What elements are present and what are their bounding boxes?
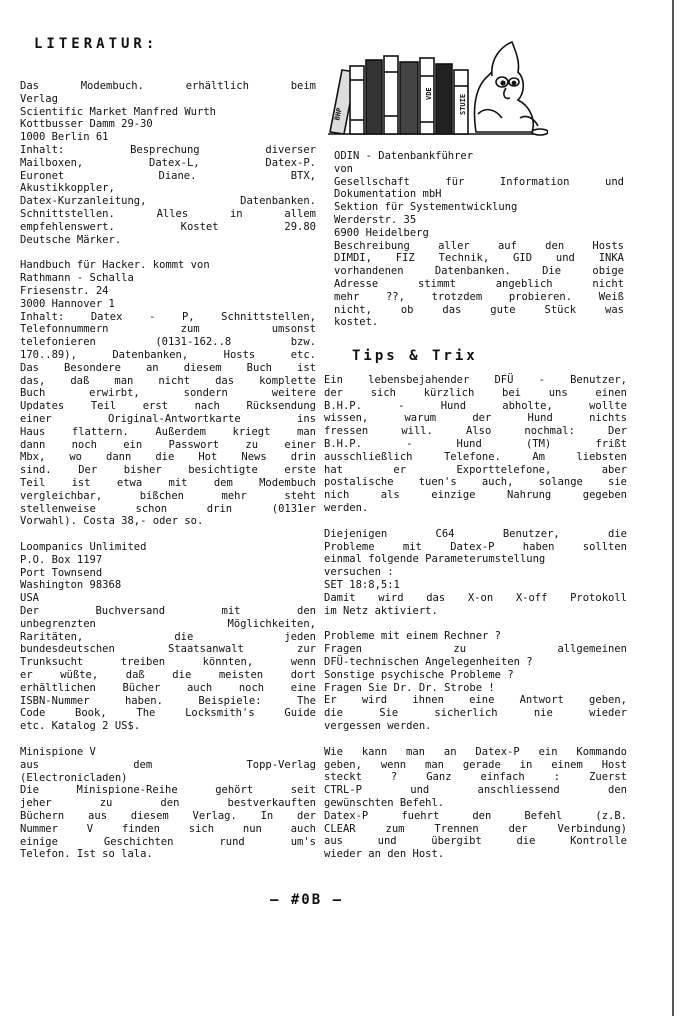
text-line: er wüßte, daß die meisten dort bbox=[20, 669, 316, 682]
right-column-bottom bbox=[324, 374, 627, 874]
text-line: ISBN-Nummer haben. Beispiele: The bbox=[20, 694, 316, 707]
text-line: einmal folgende Parameterumstellung bbox=[324, 553, 546, 566]
text-line: 6900 Heidelberg bbox=[334, 226, 429, 239]
text-line: Updates Teil erst nach Rücksendung bbox=[20, 400, 316, 413]
text-line: wissen, warum der Hund nichts bbox=[324, 412, 627, 425]
text-line: Inhalt: Datex - P, Schnittstellen, bbox=[20, 310, 316, 323]
text-line: einige Geschichten rund um's bbox=[20, 835, 316, 848]
text-line: Schnittstellen. Alles in allem bbox=[20, 207, 316, 220]
text-line: Er wird ihnen eine Antwort geben, bbox=[324, 694, 627, 707]
text-line: Loompanics Unlimited bbox=[20, 541, 147, 554]
text-line: 3000 Hannover 1 bbox=[20, 297, 115, 310]
right-column-top bbox=[334, 150, 624, 342]
text-line: Minispione V bbox=[20, 746, 96, 759]
text-line: Wie kann man an Datex-P ein Kommando bbox=[324, 745, 627, 758]
text-line: hat er Exporttelefone, aber bbox=[324, 463, 627, 476]
text-line: CLEAR zum Trennen der Verbindung) bbox=[324, 822, 627, 835]
page-edge-rule bbox=[672, 0, 674, 1016]
book-1 bbox=[350, 66, 364, 134]
text-line: Scientific Market Manfred Wurth bbox=[20, 105, 216, 118]
book-label: VDE bbox=[425, 87, 433, 100]
text-line: Diejenigen C64 Benutzer, die bbox=[324, 527, 627, 540]
text-line: empfehlenswert. Kostet 29.80 bbox=[20, 220, 316, 233]
text-line: telefonieren (0131-162..8 bzw. bbox=[20, 336, 316, 349]
text-line: Akustikkoppler, bbox=[20, 182, 115, 195]
text-line: USA bbox=[20, 592, 39, 605]
text-line: Datex-P fuehrt den Befehl (z.B. bbox=[324, 809, 627, 822]
text-line: Nummer V finden sich nun auch bbox=[20, 822, 316, 835]
text-line: postalische tuen's auch, solange sie bbox=[324, 476, 627, 489]
text-line: aus dem Topp-Verlag bbox=[20, 758, 316, 771]
text-line: Vorwahl). Costa 38,- oder so. bbox=[20, 515, 204, 528]
text-line: Washington 98368 bbox=[20, 579, 122, 592]
text-line: Gesellschaft für Information und bbox=[334, 175, 624, 188]
tips-heading: Tips & Trix bbox=[352, 348, 478, 364]
text-line: ausschließlich Telefone. Am liebsten bbox=[324, 450, 627, 463]
text-line: Sektion für Systementwicklung bbox=[334, 201, 518, 214]
text-line: sind. Der bisher besichtigte erste bbox=[20, 464, 316, 477]
text-block-probleme bbox=[324, 630, 627, 732]
text-block-hund bbox=[324, 374, 627, 515]
text-line: Ein lebensbejahender DFÜ - Benutzer, bbox=[324, 374, 627, 386]
text-line: nich als einzige Nahrung gegeben bbox=[324, 489, 627, 502]
text-line: von bbox=[334, 162, 353, 175]
text-line: Das Besondere an diesem Buch ist bbox=[20, 361, 316, 374]
text-line: versuchen : bbox=[324, 566, 394, 579]
text-line: Das Modembuch. erhältlich beim bbox=[20, 80, 316, 92]
text-line: Friesenstr. 24 bbox=[20, 284, 109, 297]
text-line: Sonstige psychische Probleme ? bbox=[324, 668, 514, 681]
text-line: Büchern aus diesem Verlag. In der bbox=[20, 810, 316, 823]
text-block-host bbox=[324, 746, 627, 861]
text-block-c64 bbox=[324, 528, 627, 618]
text-line: bundesdeutschen Staatsanwalt zur bbox=[20, 643, 316, 656]
text-line: Verlag bbox=[20, 92, 58, 105]
text-line: Datex-Kurzanleitung, Datenbanken. bbox=[20, 195, 316, 208]
page-number: — #0B — bbox=[270, 892, 344, 908]
book-4 bbox=[400, 62, 418, 134]
text-line: Fragen zu allgemeinen bbox=[324, 643, 627, 656]
text-block-odin bbox=[334, 150, 624, 329]
text-line: P.O. Box 1197 bbox=[20, 553, 103, 566]
text-line: Code Book, The Locksmith's Guide bbox=[20, 707, 316, 720]
text-line: vorhandenen Datenbanken. Die obige bbox=[334, 265, 624, 278]
text-line: ODIN - Datenbankführer bbox=[334, 150, 474, 162]
text-block-minispione bbox=[20, 746, 316, 861]
text-line: Adresse stimmt angeblich nicht bbox=[334, 277, 624, 290]
text-line: CTRL-P und anschliessend den bbox=[324, 784, 627, 797]
text-line: Trunksucht treiben könnten, wenn bbox=[20, 656, 316, 669]
text-line: B.H.P. - Hund abholte, wollte bbox=[324, 399, 627, 412]
text-block-loompanics bbox=[20, 541, 316, 733]
text-line: einer Original-Antwortkarte ins bbox=[20, 412, 316, 425]
book-2 bbox=[366, 60, 382, 134]
book-label: BHP bbox=[333, 107, 344, 122]
text-line: gewünschten Befehl. bbox=[324, 796, 445, 809]
gnome-hat bbox=[492, 42, 519, 76]
text-line: Buch erwirbt, sondern weitere bbox=[20, 387, 316, 400]
text-line: dann noch ein Passwort zu einer bbox=[20, 438, 316, 451]
text-line: fressen will. Also nochmal: Der bbox=[324, 425, 627, 438]
text-line: wieder an den Host. bbox=[324, 848, 445, 861]
text-line: Haus flattern. Außerdem kriegt man bbox=[20, 425, 316, 438]
text-line: Euronet Diane. BTX, bbox=[20, 169, 316, 182]
book-6 bbox=[436, 64, 452, 134]
text-line: die Sie sicherlich nie wieder bbox=[324, 707, 627, 720]
text-line: jeher zu den bestverkauften bbox=[20, 797, 316, 810]
text-line: SET 18:8,5:1 bbox=[324, 578, 400, 591]
text-line: B.H.P. - Hund (TM) frißt bbox=[324, 437, 627, 450]
text-line: Rathmann - Schalla bbox=[20, 272, 134, 285]
text-line: DFÜ-technischen Angelegenheiten ? bbox=[324, 655, 533, 668]
text-line: kostet. bbox=[334, 316, 379, 329]
text-line: Der Buchversand mit den bbox=[20, 605, 316, 618]
text-line: Probleme mit einem Rechner ? bbox=[324, 630, 502, 643]
text-line: vergessen werden. bbox=[324, 719, 432, 732]
text-line: Deutsche Märker. bbox=[20, 233, 122, 246]
text-line: Teil ist etwa mit dem Modembuch bbox=[20, 476, 316, 489]
text-line: etc. Katalog 2 US$. bbox=[20, 720, 141, 733]
text-line: Mbx, wo dann die Hot News drin bbox=[20, 451, 316, 464]
text-line: im Netz aktiviert. bbox=[324, 604, 438, 617]
text-line: steckt ? Ganz einfach : Zuerst bbox=[324, 771, 627, 784]
left-column bbox=[20, 80, 316, 874]
text-line: stellenweise schon drin (0131er bbox=[20, 502, 316, 515]
text-line: (Electronicladen) bbox=[20, 771, 128, 784]
text-line: Probleme mit Datex-P haben sollten bbox=[324, 540, 627, 553]
text-line: unbegrenzten Möglichkeiten, bbox=[20, 617, 316, 630]
text-line: Raritäten, die jeden bbox=[20, 630, 316, 643]
text-line: Dokumentation mbH bbox=[334, 188, 442, 201]
text-line: das, daß man nicht das komplette bbox=[20, 374, 316, 387]
text-line: Werderstr. 35 bbox=[334, 213, 417, 226]
text-line: Handbuch für Hacker. kommt von bbox=[20, 259, 210, 272]
book-label: ODIN bbox=[389, 88, 397, 105]
text-line: Damit wird das X-on X-off Protokoll bbox=[324, 591, 627, 604]
text-line: 170..89), Datenbanken, Hosts etc. bbox=[20, 348, 316, 361]
page-title: LITERATUR: bbox=[34, 36, 159, 52]
text-line: aus und übergibt die Kontrolle bbox=[324, 835, 627, 848]
text-line: 1000 Berlin 61 bbox=[20, 131, 109, 144]
text-line: Fragen Sie Dr. Dr. Strobe ! bbox=[324, 681, 495, 694]
text-line: Beschreibung aller auf den Hosts bbox=[334, 239, 624, 252]
text-line: vergleichbar, bißchen mehr steht bbox=[20, 489, 316, 502]
text-line: Inhalt: Besprechung diverser bbox=[20, 143, 316, 156]
text-line: Port Townsend bbox=[20, 566, 103, 579]
text-line: der sich kürzlich bei uns einen bbox=[324, 386, 627, 399]
text-line: Mailboxen, Datex-L, Datex-P. bbox=[20, 156, 316, 169]
text-line: geben, wenn man gerade in einem Host bbox=[324, 758, 627, 771]
text-line: Die Minispione-Reihe gehört seit bbox=[20, 784, 316, 797]
text-line: nicht, ob das gute Stück was bbox=[334, 303, 624, 316]
text-line: DIMDI, FIZ Technik, GID und INKA bbox=[334, 252, 624, 265]
text-block-modembuch bbox=[20, 80, 316, 246]
text-line: mehr ??, trotzdem probieren. Weiß bbox=[334, 290, 624, 303]
text-block-hacker bbox=[20, 259, 316, 528]
text-line: Telefon. Ist so lala. bbox=[20, 848, 153, 861]
bookshelf-gnome-illustration bbox=[326, 36, 548, 146]
text-line: Kottbusser Damm 29-30 bbox=[20, 118, 153, 131]
text-line: erhältlichen Bücher auch noch eine bbox=[20, 681, 316, 694]
text-line: Telefonnummern zum umsonst bbox=[20, 323, 316, 336]
text-line: werden. bbox=[324, 501, 369, 514]
book-label: STUIE bbox=[459, 93, 467, 115]
